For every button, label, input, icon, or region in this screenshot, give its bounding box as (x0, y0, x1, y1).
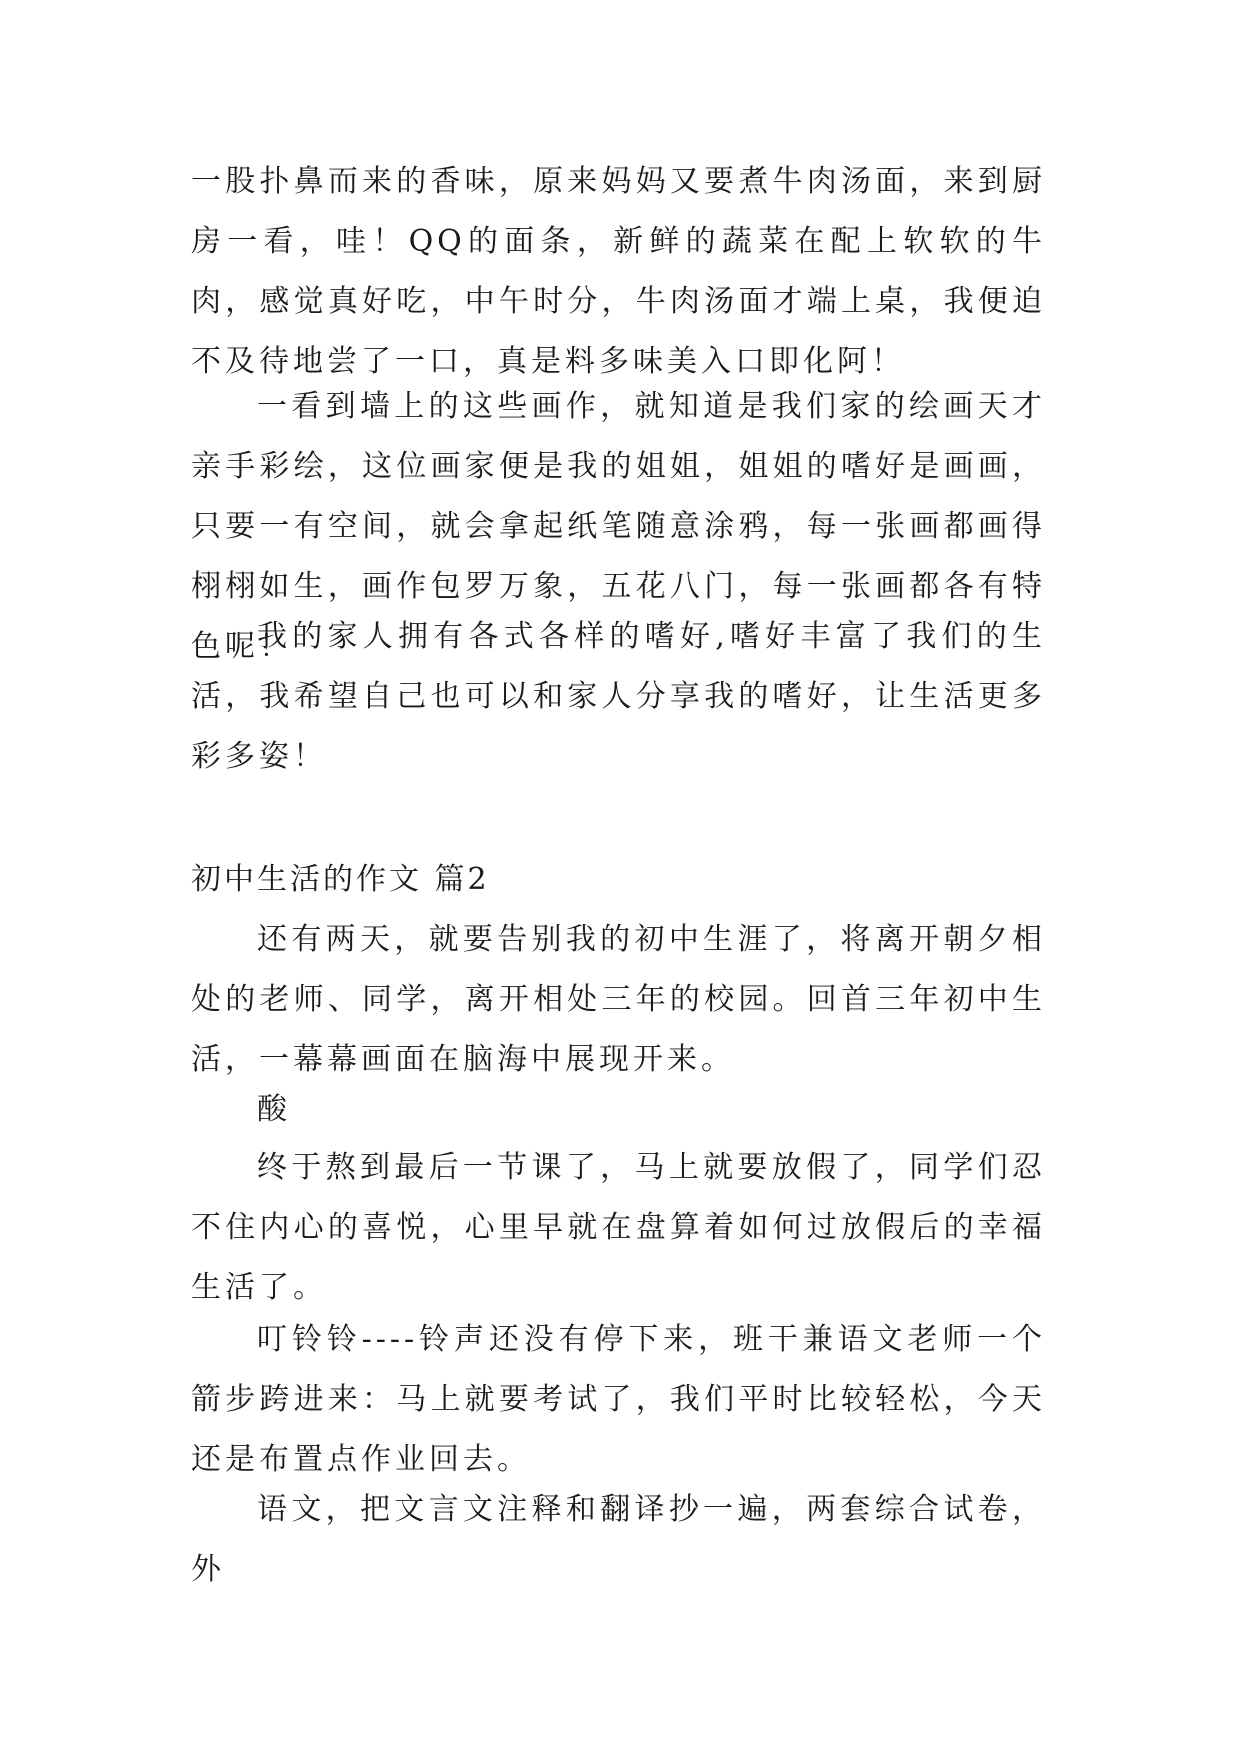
paragraph-last-class: 终于熬到最后一节课了，马上就要放假了，同学们忍不住内心的喜悦，心里早就在盘算着如何过放假后的幸福生活了。 (191, 1150, 1046, 1305)
paragraph-bell-rings: 叮铃铃----铃声还没有停下来，班干兼语文老师一个箭步跨进来：马上就要考试了，我们平时比较轻松，今天还是布置点作业回去。 (191, 1322, 1046, 1477)
paragraph-sour: 酸 (257, 1092, 291, 1127)
paragraph-sister-painting: 一看到墙上的这些画作，就知道是我们家的绘画天才亲手彩绘，这位画家便是我的姐姐，姐姐的嗜好是画画，只要一有空间，就会拿起纸笔随意涂鸦，每一张画都画得栩栩如生，画作包罗万象，五花八门，每一张画都各有特色呢！ (191, 389, 1046, 664)
paragraph-farewell: 还有两天，就要告别我的初中生涯了，将离开朝夕相处的老师、同学，离开相处三年的校园。回首三年初中生活，一幕幕画面在脑海中展现开来。 (191, 922, 1046, 1077)
paragraph-noodle-soup: 一股扑鼻而来的香味，原来妈妈又要煮牛肉汤面，来到厨房一看，哇！QQ的面条，新鲜的蔬菜在配上软软的牛肉，感觉真好吃，中午时分，牛肉汤面才端上桌，我便迫不及待地尝了一口，真是料多味美入口即化阿！ (191, 164, 1046, 379)
section-heading: 初中生活的作文 篇2 (191, 862, 490, 897)
paragraph-family-hobbies: 我的家人拥有各式各样的嗜好,嗜好丰富了我们的生活，我希望自己也可以和家人分享我的嗜好，让生活更多彩多姿！ (191, 619, 1046, 774)
paragraph-homework: 语文，把文言文注释和翻译抄一遍，两套综合试卷，外 (191, 1492, 1046, 1587)
